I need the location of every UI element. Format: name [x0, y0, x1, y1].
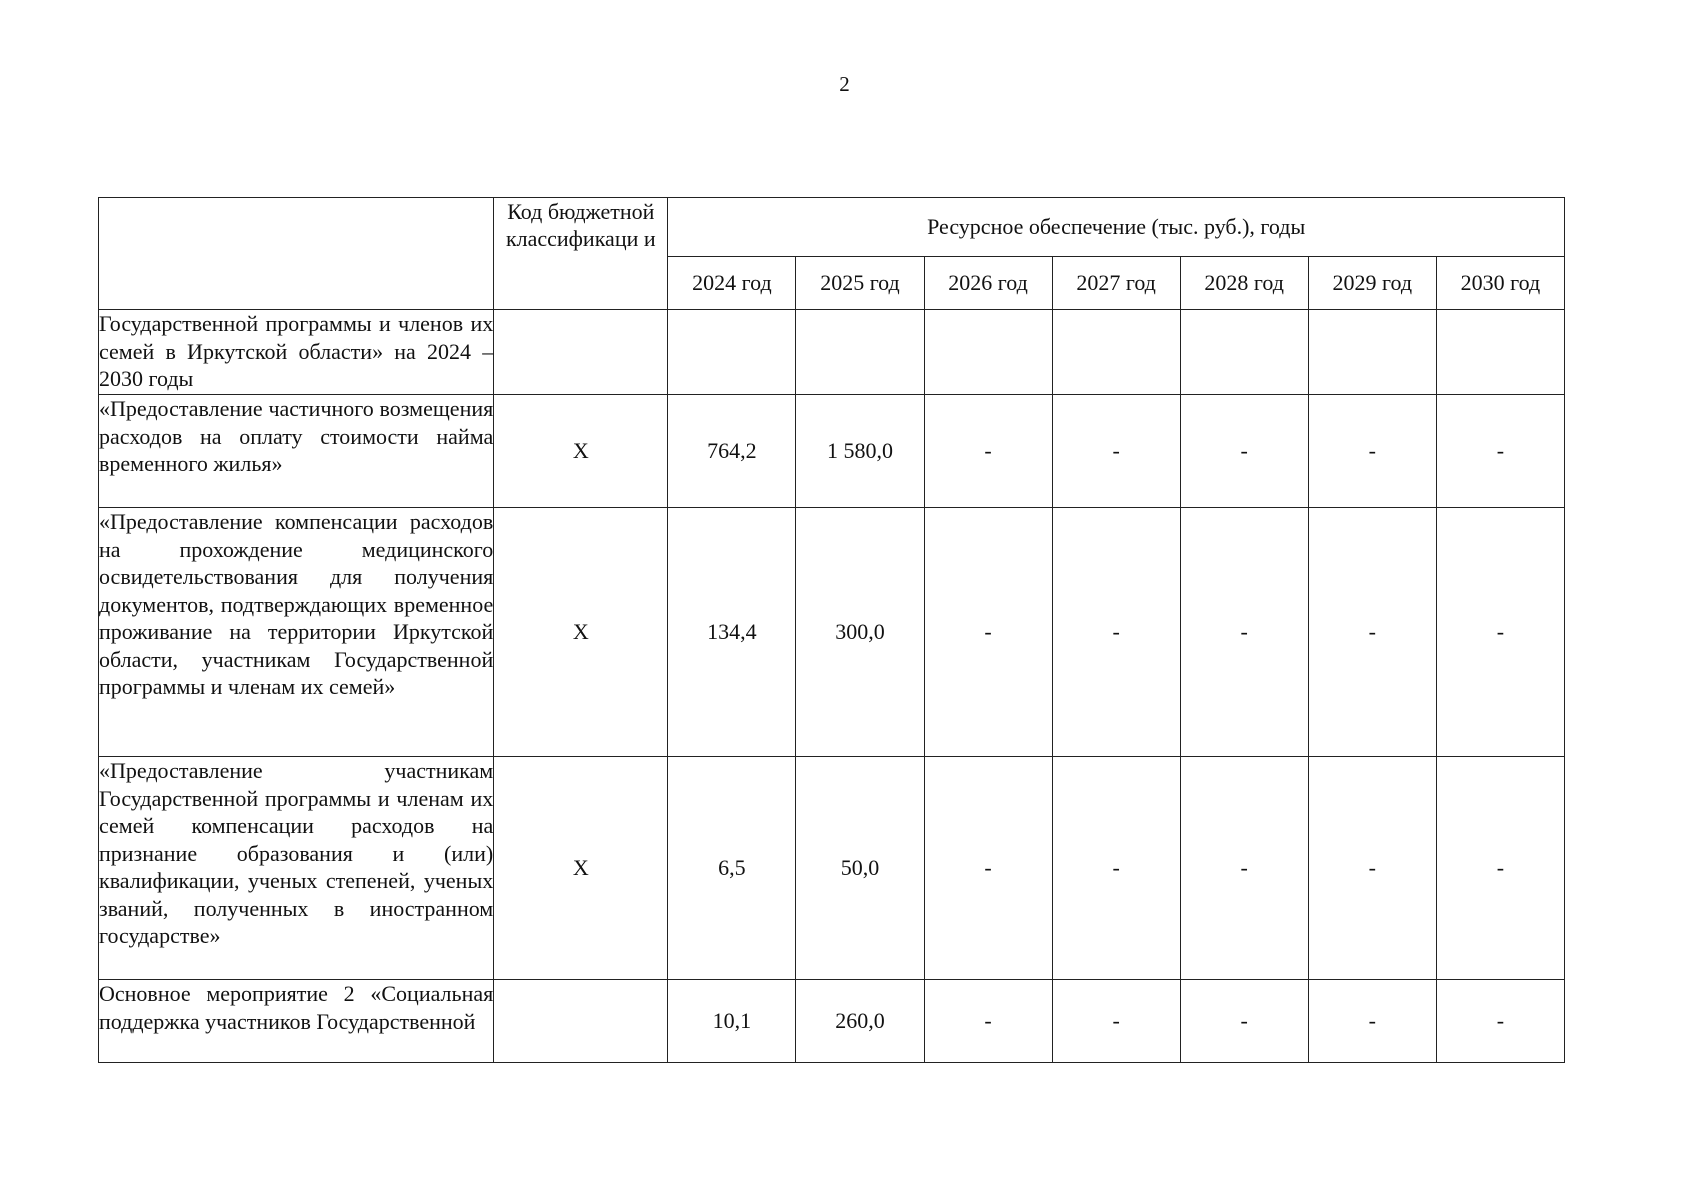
row-value-cell: -	[1052, 757, 1180, 980]
row-value-cell: -	[1052, 395, 1180, 508]
row-value-cell: -	[1052, 980, 1180, 1063]
row-code-cell: X	[494, 395, 668, 508]
header-row-1	[99, 198, 1565, 257]
row-value-cell: -	[1436, 508, 1564, 757]
header-year-cell: 2025 год	[796, 257, 924, 310]
page-number: 2	[839, 72, 850, 96]
row-name-cell: Основное мероприятие 2 «Социальная поддержка участников Государственной	[99, 980, 494, 1063]
row-value-cell: -	[1180, 980, 1308, 1063]
header-year-cell: 2027 год	[1052, 257, 1180, 310]
row-value-cell: 1 580,0	[796, 395, 924, 508]
row-value-cell: -	[924, 395, 1052, 508]
row-name-cell: «Предоставление компенсации расходов на прохождение медицинского освидетельствования для получения документов, подтверждающих временное проживание на территории Иркутской области, участникам Государственной программы и членам их семей»	[99, 508, 494, 757]
row-value-cell: -	[1052, 508, 1180, 757]
row-value-cell: -	[1180, 757, 1308, 980]
row-name-cell: Государственной программы и членов их семей в Иркутской области» на 2024 – 2030 годы	[99, 310, 494, 395]
header-resources-cell: Ресурсное обеспечение (тыс. руб.), годы	[668, 198, 1565, 257]
row-value-cell	[1180, 310, 1308, 395]
row-value-cell	[668, 310, 796, 395]
table-row	[99, 395, 1565, 508]
row-value-cell: 10,1	[668, 980, 796, 1063]
header-year-cell: 2029 год	[1308, 257, 1436, 310]
table-row	[99, 508, 1565, 757]
row-value-cell: -	[1436, 395, 1564, 508]
header-year-cell: 2030 год	[1436, 257, 1564, 310]
header-year-cell: 2026 год	[924, 257, 1052, 310]
row-code-cell: X	[494, 508, 668, 757]
header-name-cell	[99, 198, 494, 310]
header-code-cell: Код бюджетной классификаци и	[494, 198, 668, 310]
budget-table	[98, 197, 1565, 1063]
row-value-cell: 260,0	[796, 980, 924, 1063]
table-row	[99, 980, 1565, 1063]
row-code-cell	[494, 310, 668, 395]
row-value-cell	[1308, 310, 1436, 395]
row-value-cell	[796, 310, 924, 395]
row-value-cell: 134,4	[668, 508, 796, 757]
row-value-cell: 300,0	[796, 508, 924, 757]
table-row	[99, 310, 1565, 395]
row-code-cell: X	[494, 757, 668, 980]
row-value-cell: -	[1308, 508, 1436, 757]
row-value-cell: 764,2	[668, 395, 796, 508]
row-value-cell: -	[924, 757, 1052, 980]
header-year-cell: 2028 год	[1180, 257, 1308, 310]
row-value-cell: -	[1436, 980, 1564, 1063]
row-code-cell	[494, 980, 668, 1063]
row-value-cell: 50,0	[796, 757, 924, 980]
row-value-cell: 6,5	[668, 757, 796, 980]
row-value-cell: -	[1308, 757, 1436, 980]
row-name-cell: «Предоставление участникам Государственной программы и членам их семей компенсации расходов на признание образования и (или) квалификации, ученых степеней, ученых званий, полученных в иностранном государстве»	[99, 757, 494, 980]
row-value-cell: -	[1308, 395, 1436, 508]
row-name-cell: «Предоставление частичного возмещения расходов на оплату стоимости найма временного жилья»	[99, 395, 494, 508]
row-value-cell: -	[1180, 395, 1308, 508]
row-value-cell: -	[924, 980, 1052, 1063]
table-row	[99, 757, 1565, 980]
row-value-cell	[1052, 310, 1180, 395]
row-value-cell: -	[1180, 508, 1308, 757]
header-year-cell: 2024 год	[668, 257, 796, 310]
row-value-cell: -	[1308, 980, 1436, 1063]
row-value-cell	[924, 310, 1052, 395]
row-value-cell	[1436, 310, 1564, 395]
row-value-cell: -	[924, 508, 1052, 757]
row-value-cell: -	[1436, 757, 1564, 980]
